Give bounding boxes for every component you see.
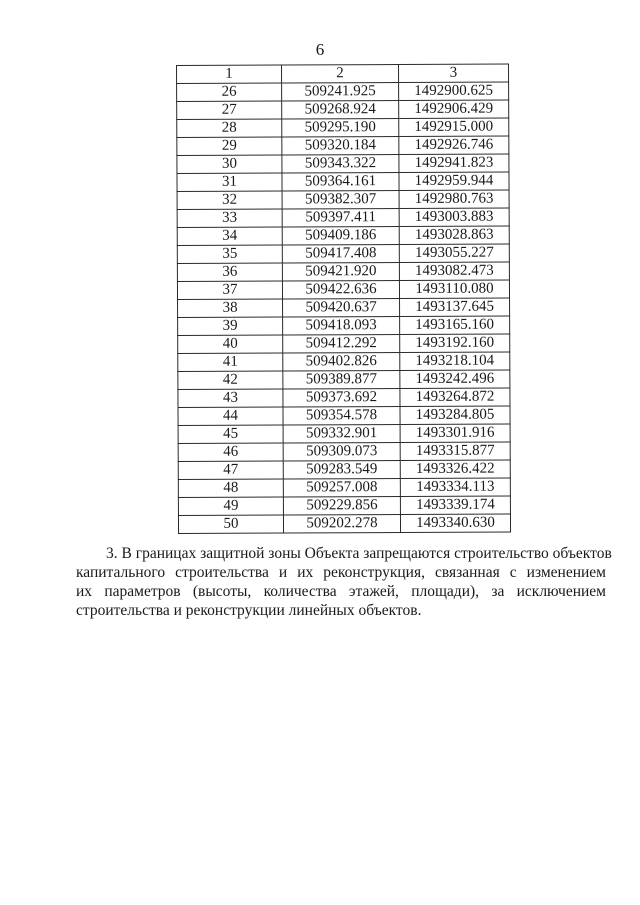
y-coordinate-cell: 1493028.863	[399, 226, 509, 244]
x-coordinate-cell: 509420.637	[283, 299, 400, 318]
x-coordinate-cell: 509268.924	[282, 101, 399, 120]
x-coordinate-cell: 509241.925	[282, 83, 399, 102]
point-number-cell: 44	[178, 407, 283, 425]
coordinates-table	[176, 64, 511, 534]
point-number-cell: 47	[178, 461, 283, 479]
x-coordinate-cell: 509409.186	[282, 227, 399, 246]
point-number-cell: 38	[178, 299, 283, 317]
table-row	[177, 262, 509, 281]
table-row	[177, 226, 509, 245]
column-header: 2	[282, 65, 399, 84]
y-coordinate-cell: 1493192.160	[400, 334, 510, 352]
x-coordinate-cell: 509257.008	[283, 479, 400, 498]
y-coordinate-cell: 1493326.422	[400, 460, 510, 478]
y-coordinate-cell: 1493055.227	[399, 244, 509, 262]
table-row	[178, 442, 510, 461]
table-row	[177, 82, 509, 101]
y-coordinate-cell: 1493315.877	[400, 442, 510, 460]
y-coordinate-cell: 1493003.883	[399, 208, 509, 226]
point-number-cell: 41	[178, 353, 283, 371]
x-coordinate-cell: 509373.692	[283, 389, 400, 408]
point-number-cell: 28	[177, 119, 282, 137]
table-row	[178, 460, 510, 479]
y-coordinate-cell: 1492959.944	[399, 172, 509, 190]
y-coordinate-cell: 1492941.823	[399, 154, 509, 172]
x-coordinate-cell: 509332.901	[283, 425, 400, 444]
paragraph-line: капитального строительства и их реконструкция, связанная с изменением	[76, 564, 606, 581]
table-row	[178, 496, 510, 515]
y-coordinate-cell: 1492915.000	[399, 118, 509, 136]
y-coordinate-cell: 1493218.104	[400, 352, 510, 370]
point-number-cell: 49	[178, 497, 283, 515]
y-coordinate-cell: 1492926.746	[399, 136, 509, 154]
table-row	[178, 370, 510, 389]
table-row	[177, 172, 509, 191]
column-header: 1	[177, 65, 282, 83]
x-coordinate-cell: 509320.184	[282, 137, 399, 156]
table-row	[178, 406, 510, 425]
x-coordinate-cell: 509418.093	[283, 317, 400, 336]
x-coordinate-cell: 509389.877	[283, 371, 400, 390]
point-number-cell: 48	[178, 479, 283, 497]
point-number-cell: 34	[177, 227, 282, 245]
point-number-cell: 31	[177, 173, 282, 191]
paragraph-line: их параметров (высоты, количества этажей, площади), за исключением	[76, 583, 606, 600]
table-header-row	[177, 64, 509, 83]
table-row	[178, 352, 510, 371]
x-coordinate-cell: 509354.578	[283, 407, 400, 426]
table-row	[177, 244, 509, 263]
point-number-cell: 30	[177, 155, 282, 173]
point-number-cell: 39	[178, 317, 283, 335]
x-coordinate-cell: 509382.307	[282, 191, 399, 210]
x-coordinate-cell: 509402.826	[283, 353, 400, 372]
x-coordinate-cell: 509421.920	[282, 263, 399, 282]
x-coordinate-cell: 509229.856	[283, 497, 400, 516]
table-row	[177, 100, 509, 119]
point-number-cell: 32	[177, 191, 282, 209]
table-row	[177, 154, 509, 173]
x-coordinate-cell: 509422.636	[282, 281, 399, 300]
x-coordinate-cell: 509202.278	[283, 515, 400, 534]
column-header: 3	[399, 64, 509, 82]
point-number-cell: 46	[178, 443, 283, 461]
table-row	[178, 388, 510, 407]
table-row	[177, 280, 509, 299]
y-coordinate-cell: 1493339.174	[400, 496, 510, 514]
y-coordinate-cell: 1492900.625	[399, 82, 509, 100]
point-number-cell: 29	[177, 137, 282, 155]
y-coordinate-cell: 1492906.429	[399, 100, 509, 118]
table-row	[178, 334, 510, 353]
x-coordinate-cell: 509397.411	[282, 209, 399, 228]
y-coordinate-cell: 1493110.080	[399, 280, 509, 298]
y-coordinate-cell: 1493082.473	[399, 262, 509, 280]
y-coordinate-cell: 1493284.805	[400, 406, 510, 424]
table-row	[178, 514, 510, 533]
page-number: 6	[315, 40, 325, 59]
point-number-cell: 40	[178, 335, 283, 353]
y-coordinate-cell: 1493340.630	[400, 514, 510, 532]
table-row	[177, 136, 509, 155]
paragraph-line: 3. В границах защитной зоны Объекта запрещаются строительство объектов	[106, 545, 612, 562]
y-coordinate-cell: 1493165.160	[400, 316, 510, 334]
y-coordinate-cell: 1492980.763	[399, 190, 509, 208]
x-coordinate-cell: 509295.190	[282, 119, 399, 138]
x-coordinate-cell: 509412.292	[283, 335, 400, 354]
y-coordinate-cell: 1493301.916	[400, 424, 510, 442]
table-row	[177, 190, 509, 209]
x-coordinate-cell: 509343.322	[282, 155, 399, 174]
point-number-cell: 27	[177, 101, 282, 119]
paragraph-line: строительства и реконструкции линейных объектов.	[76, 602, 422, 619]
restriction-paragraph	[76, 544, 612, 620]
y-coordinate-cell: 1493242.496	[400, 370, 510, 388]
x-coordinate-cell: 509283.549	[283, 461, 400, 480]
table-row	[178, 316, 510, 335]
y-coordinate-cell: 1493264.872	[400, 388, 510, 406]
table-row	[178, 424, 510, 443]
point-number-cell: 26	[177, 83, 282, 101]
y-coordinate-cell: 1493137.645	[400, 298, 510, 316]
y-coordinate-cell: 1493334.113	[400, 478, 510, 496]
x-coordinate-cell: 509417.408	[282, 245, 399, 264]
point-number-cell: 36	[177, 263, 282, 281]
table-row	[178, 478, 510, 497]
x-coordinate-cell: 509364.161	[282, 173, 399, 192]
table-body	[177, 82, 511, 533]
point-number-cell: 42	[178, 371, 283, 389]
table-row	[177, 208, 509, 227]
point-number-cell: 35	[177, 245, 282, 263]
point-number-cell: 50	[178, 515, 283, 533]
point-number-cell: 43	[178, 389, 283, 407]
table-row	[178, 298, 510, 317]
point-number-cell: 33	[177, 209, 282, 227]
x-coordinate-cell: 509309.073	[283, 443, 400, 462]
point-number-cell: 45	[178, 425, 283, 443]
point-number-cell: 37	[177, 281, 282, 299]
table-row	[177, 118, 509, 137]
